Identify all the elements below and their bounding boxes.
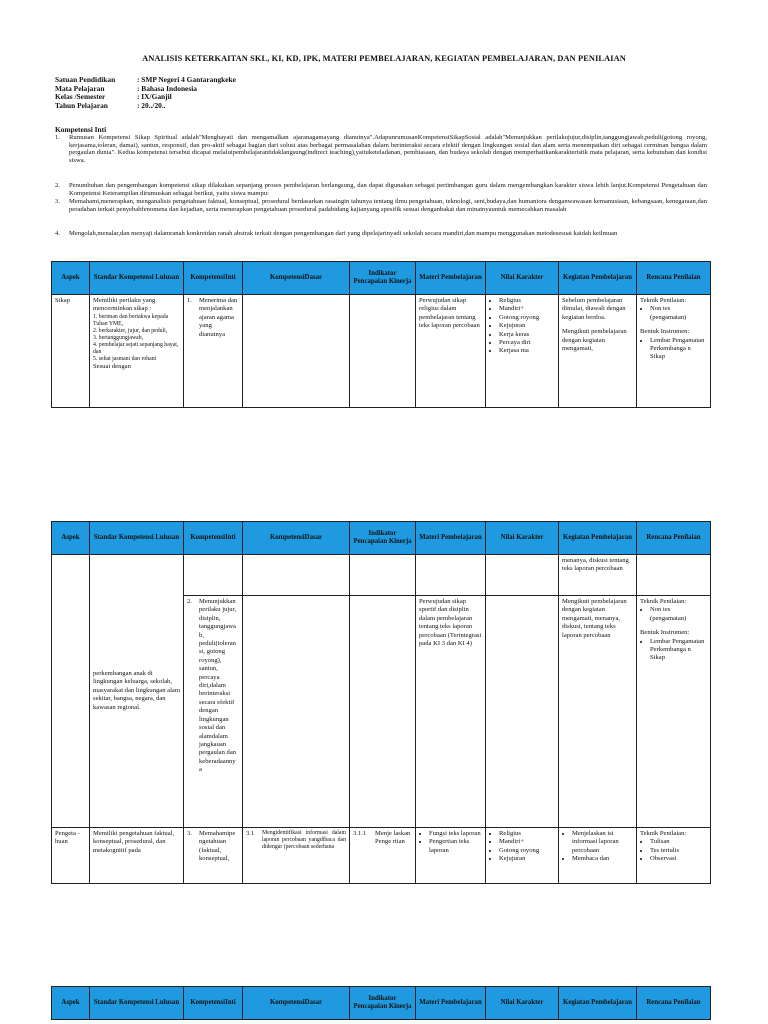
- cell-ki: [184, 596, 243, 828]
- list-item: • Lembar Pengamatan Perkembanga n Sikap: [650, 638, 707, 663]
- header-materi: Materi Pembelajaran: [416, 987, 486, 1020]
- meta-label: Tahun Pelajaran: [55, 100, 108, 110]
- ki-item: [55, 230, 707, 246]
- ki-heading: Kompetensi Inti: [55, 125, 107, 134]
- ki-number: 1.: [55, 134, 60, 141]
- header-materi: Materi Pembelajaran: [416, 522, 486, 555]
- list-item: • Religius: [499, 297, 555, 305]
- ki-text: Memahami,menerapkan, menganalisis pengetahuan faktual, konseptual, prosedural berdasarkan rasaingin tahunya tentang ilmu pengetahuan, teknologi, seni,budaya,dan humaniora denganwawasan kemanusiaan, kebangsaan, kenegaraan,dan peradaban terkait penyebabfenomena dan kejadian, serta menerapkan pengetahuan prosedural padabidang kajianyang spesifik sesuai denganbakat dan minatnyauntuk memecahkan masalah: [69, 198, 707, 213]
- skl-item: 1. beriman dan bertakwa kepada Tuhan YME,: [93, 313, 169, 327]
- header-kegiatan: Kegiatan Pembelajaran: [559, 262, 637, 295]
- cell-aspek: Pengeta -huan: [52, 828, 90, 884]
- meta-label: Kelas /Semester: [55, 92, 106, 102]
- header-aspek: Aspek: [52, 262, 90, 295]
- ki-item: [55, 134, 707, 180]
- analysis-table-2: [51, 521, 711, 884]
- cell-skl: Memiliki pengetahuan faktual, konseptual, prosedural, dan metakognitif pada: [90, 828, 184, 884]
- cell-kegiatan: Mengikuti pembelajaran dengan kegiatan mengamati, menanya, diskusi, tentang teks laporan percobaan: [559, 596, 637, 828]
- list-item: • Lembar Pengamatan Perkembanga n Sikap: [650, 337, 707, 362]
- cell-materi: [416, 828, 486, 884]
- penilaian-teknik: Teknik Penilaian:: [640, 830, 687, 837]
- cell-kegiatan: menanya, diskusi tentang teks laporan percobaan: [559, 555, 637, 596]
- table-row: [52, 295, 711, 408]
- cell-penilaian: [637, 828, 711, 884]
- list-item: • Mandiri+: [499, 838, 555, 846]
- cell-nilai: [486, 295, 559, 408]
- header-nilai: Nilai Karakter: [486, 262, 559, 295]
- ki-item: [55, 182, 707, 196]
- header-kd: KompetensiDasar: [243, 987, 350, 1020]
- skl-item: 4. pembelajar sejati sepanjang hayat, dan: [93, 341, 179, 355]
- cell-kd: [243, 295, 350, 408]
- ipk-entry-text: Menje laskan Penge rtian: [375, 830, 411, 846]
- header-aspek: Aspek: [52, 522, 90, 555]
- penilaian-teknik: Teknik Penilaian:: [640, 297, 687, 304]
- header-penilaian: Rencana Penilaian: [637, 987, 711, 1020]
- penilaian-bentuk: Bentuk Instrumen:: [640, 328, 690, 336]
- list-item: • Kejujuran: [499, 322, 555, 330]
- header-penilaian: Rencana Penilaian: [637, 262, 711, 295]
- cell-nilai: [486, 828, 559, 884]
- list-item: • Gotong royong: [499, 314, 555, 322]
- kegiatan-paragraph: Sebelum pembelajaran dimulai, diawali dengan kegiatan berdoa.: [562, 297, 626, 321]
- header-kegiatan: Kegiatan Pembelajaran: [559, 987, 637, 1020]
- meta-label: Satuan Pendidikan: [55, 75, 116, 84]
- ki-text: Mengolah,menalar,dan menyaji dalamranah konkretdan ranah abstrak terkait dengan pengembangan dari yang dipelajarinyadi sekolah secara mandiri,dan mampu menggunakan metodesesuai kaidah keilmuan: [69, 230, 618, 237]
- list-item: • Kerja keras: [499, 331, 555, 339]
- ki-list: [55, 134, 707, 248]
- cell-kd: [243, 555, 350, 596]
- cell-nilai: [486, 596, 559, 828]
- cell-ipk: [350, 596, 416, 828]
- bentuk-list: [640, 337, 707, 362]
- header-ki: KompetensiInti: [184, 522, 243, 555]
- list-item: • Fungsi teks laporan: [429, 830, 482, 838]
- cell-skl: [90, 295, 184, 408]
- list-item: • Non tes (pengamatan): [650, 305, 707, 322]
- cell-kegiatan: [559, 295, 637, 408]
- ki-number: 2.: [55, 182, 60, 189]
- list-item: • Observasi: [650, 855, 707, 863]
- cell-materi: [416, 555, 486, 596]
- cell-penilaian: [637, 596, 711, 828]
- header-kegiatan: Kegiatan Pembelajaran: [559, 522, 637, 555]
- skl-tail: Sesuai dengan: [93, 362, 131, 370]
- header-ki: KompetensiInti: [184, 262, 243, 295]
- meta-label: Mata Pelajaran: [55, 83, 105, 93]
- kegiatan-paragraph: Mengikuti pembelajaran dengan kegiatan mengamati,: [562, 328, 627, 353]
- list-item: • Religius: [499, 830, 555, 838]
- document-title: ANALISIS KETERKAITAN SKL, KI, KD, IPK, MATERI PEMBELAJARAN, KEGIATAN PEMBELAJARAN, DAN PENILAIAN: [142, 54, 626, 63]
- list-item: • Tulisan: [650, 838, 707, 846]
- nilai-list: [489, 297, 555, 356]
- ki-entry-number: 2.: [187, 598, 192, 605]
- kd-entry: [246, 830, 346, 851]
- header-ipk: Indikator Pencapaian Kinerja: [350, 987, 416, 1020]
- meta-value: : IX/Ganjil: [137, 92, 172, 102]
- header-nilai: Nilai Karakter: [486, 522, 559, 555]
- list-item: • Membaca dan: [572, 855, 633, 863]
- kd-entry-number: 3.1: [246, 830, 255, 837]
- table-row: [52, 828, 711, 884]
- table-header-row: [52, 262, 711, 295]
- list-item: • Percaya diri: [499, 339, 555, 347]
- kegiatan-list: [562, 830, 633, 864]
- ipk-entry-number: 3.1.1: [353, 830, 367, 837]
- ki-item: [55, 198, 707, 228]
- list-item: • Mandiri+: [499, 305, 555, 313]
- list-item: • Non tes (pengamatan): [650, 606, 707, 623]
- analysis-table-3: [51, 986, 711, 1020]
- meta-value: : 20../20..: [137, 100, 166, 110]
- table-row: [52, 555, 711, 596]
- cell-ki: [184, 555, 243, 596]
- list-item: • Menjelaskan isi informasi laporan percobaan: [572, 830, 633, 855]
- header-ipk: Indikator Pencapaian Kinerja: [350, 522, 416, 555]
- analysis-table-1: [51, 261, 711, 408]
- cell-kd: [243, 828, 350, 884]
- header-kd: KompetensiDasar: [243, 522, 350, 555]
- ki-entry: [187, 598, 239, 775]
- ki-text: Penumbuhan dan pengembangan kompetensi sikap dilakukan sepanjang proses pembelajaran berlangsung, dan dapat digunakan sebagai pertimbangan guru dalam mengembangkan karakter siswa lebih lanjut.Kompetensi Pengetahuan dan Kompetensi Keterampilan dirumuskan sebagai berikut, yaitu siswa mampu:: [69, 182, 707, 197]
- teknik-list: [640, 305, 707, 322]
- cell-ipk: [350, 295, 416, 408]
- teknik-list: [640, 838, 707, 863]
- ki-entry-text: Menunjukkan perilaku jujur, disiplin, tanggungjawa b, peduli(toleran si, gotong royong), santun, percaya diri,dalam berinteraksi secara efektif dengan lingkungan sosial dan alamdalam jangkauan pergaulan dan keberadaanny a: [199, 598, 237, 774]
- ki-entry-number: 1.: [187, 297, 192, 304]
- cell-materi: Perwujudan sikap religius dalam pembelajaran tentang teks laporan percobaan: [416, 295, 486, 408]
- list-item: • Gotong royong: [499, 847, 555, 855]
- cell-penilaian: [637, 555, 711, 596]
- cell-nilai: [486, 555, 559, 596]
- skl-item: 2. berkarakter, jujur, dan peduli,: [93, 327, 168, 334]
- ki-entry: [187, 297, 239, 339]
- cell-skl: perkembangan anak di lingkungan keluarga, sekolah, masyarakat dan lingkungan alam sekitar, bangsa, negara, dan kawasan regional.: [90, 555, 184, 828]
- header-ki: KompetensiInti: [184, 987, 243, 1020]
- header-nilai: Nilai Karakter: [486, 987, 559, 1020]
- cell-ki: [184, 828, 243, 884]
- header-skl: Standar Kompetensi Lulusan: [90, 262, 184, 295]
- ki-text: Rumusan Kompetensi Sikap Spiritual adalah"Menghayati dan mengamalkan ajaranagamayang dianutnya".AdapunrumusanKompetensiSikapSosial adalah"Menunjukkan perilakujujur,disiplin,tanggungjawab,peduli(gotong royong, kerjasama,toleran, damai), santun, responsif, dan pro-aktif sebagai bagian dari solusi atas berbagai permasalahan dalam berinteraksi secara efektif dengan lingkungan sosial dan alam serta menempatkan diri sebagai cerminan bangsa dalam pergaulan dunia". Kedua kompetensi tersebut dicapai melaluipembelajarantidaklangsung(indirect teaching),yaituketeladanan, pembiasaan, dan budaya sekolah dengan memperhatikankarakteristik mata pelajaran, serta kebutuhan dan kondisi siswa.: [69, 134, 707, 164]
- meta-value: : Bahasa Indonesia: [137, 83, 197, 93]
- list-item: • Kejujuran: [499, 855, 555, 863]
- ki-number: 4.: [55, 230, 60, 237]
- skl-item: 3. bertanggungjawab,: [93, 334, 144, 341]
- skl-item: 5. sehat jasmani dan rohani: [93, 355, 157, 362]
- penilaian-bentuk: Bentuk Instrumen:: [640, 629, 690, 637]
- cell-penilaian: [637, 295, 711, 408]
- ki-entry-number: 3.: [187, 830, 192, 837]
- nilai-list: [489, 830, 555, 864]
- cell-kegiatan: [559, 828, 637, 884]
- header-skl: Standar Kompetensi Lulusan: [90, 522, 184, 555]
- cell-aspek: Sikap: [52, 295, 90, 408]
- kd-entry-text: Mengidentifikasi informasi dalam laporan percobaan yangdibaca dan didengar (percobaan sederhana: [262, 830, 346, 850]
- ki-entry-text: Memahamipe ngetahuan (faktual, konseptual,: [199, 830, 236, 863]
- ki-number: 3.: [55, 198, 60, 205]
- ki-entry: [187, 830, 239, 864]
- header-ipk: Indikator Pencapaian Kinerja: [350, 262, 416, 295]
- cell-ipk: [350, 555, 416, 596]
- meta-value: : SMP Negeri 4 Gantarangkeke: [137, 75, 236, 84]
- header-kd: KompetensiDasar: [243, 262, 350, 295]
- cell-aspek: [52, 555, 90, 828]
- list-item: • Kerjasa ma: [499, 347, 555, 355]
- penilaian-teknik: Teknik Penilaian:: [640, 598, 687, 605]
- list-item: • Tes tertulis: [650, 847, 707, 855]
- identity-block: [55, 76, 236, 110]
- bentuk-list: [640, 638, 707, 663]
- teknik-list: [640, 606, 707, 623]
- table-header-row: [52, 522, 711, 555]
- header-materi: Materi Pembelajaran: [416, 262, 486, 295]
- ki-entry-text: Menerima dan menjalankan ajaran agama yang dianutnya: [199, 297, 238, 338]
- header-aspek: Aspek: [52, 987, 90, 1020]
- cell-ki: [184, 295, 243, 408]
- header-penilaian: Rencana Penilaian: [637, 522, 711, 555]
- skl-intro: Memiliki perilaku yang mencerminkan sikap :: [93, 297, 156, 313]
- meta-row: [55, 102, 236, 111]
- cell-materi: Perwujudan sikap sportif dan disiplin dalam pembelajaran tentang teks laporan percobaan (Terintegrasi pada KI 3 dan KI 4): [416, 596, 486, 828]
- cell-kd: [243, 596, 350, 828]
- materi-list: [419, 830, 482, 855]
- table-header-row: [52, 987, 711, 1020]
- ipk-entry: [353, 830, 412, 847]
- header-skl: Standar Kompetensi Lulusan: [90, 987, 184, 1020]
- list-item: • Pengertian teks laporan: [429, 838, 482, 855]
- cell-ipk: [350, 828, 416, 884]
